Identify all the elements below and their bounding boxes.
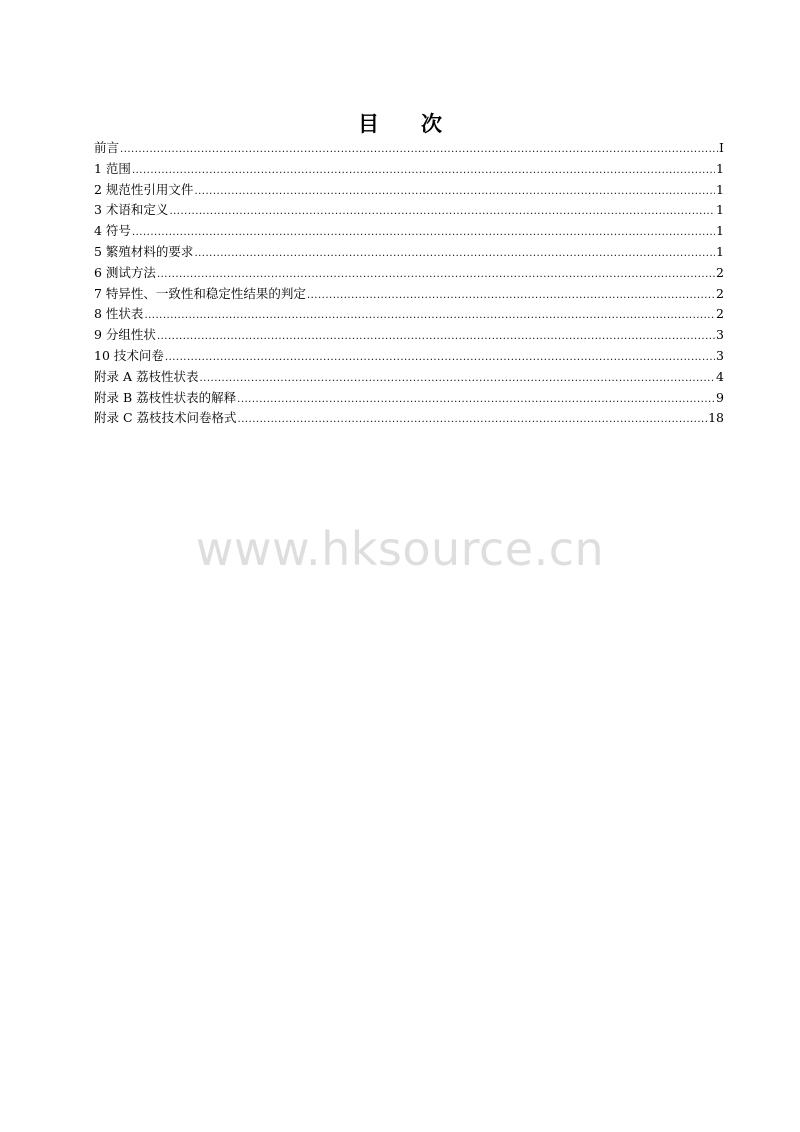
toc-entry-label: 附录 B 荔枝性状表的解释 [94,389,237,405]
toc-entry-page: 1 [716,181,724,197]
toc-entry-page: 18 [708,410,724,426]
toc-entry-label: 7 特异性、一致性和稳定性结果的判定 [94,285,306,301]
toc-entry-page: 9 [716,389,724,405]
toc-dot-leader [169,202,715,223]
toc-entry-label: 1 范围 [94,160,131,176]
toc-entry-normative-references[interactable] [94,180,724,201]
toc-entry-foreword[interactable] [94,138,724,159]
toc-dot-leader [194,244,715,265]
toc-entry-label: 6 测试方法 [94,264,156,280]
toc-entry-label: 3 术语和定义 [94,202,169,218]
toc-entry-label: 10 技术问卷 [94,347,164,363]
toc-dot-leader [307,286,715,307]
watermark: www.hksource.cn [195,522,605,576]
toc-entry-terms-definitions[interactable] [94,200,724,221]
toc-dot-leader [144,306,715,327]
toc-entry-annex-a[interactable] [94,367,724,388]
toc-entry-label: 附录 A 荔枝性状表 [94,368,199,384]
toc-dot-leader [157,327,715,348]
toc-entry-technical-questionnaire[interactable] [94,346,724,367]
toc-entry-page: 1 [716,223,724,239]
toc-dot-leader [132,223,715,244]
toc-entry-grouping-characteristics[interactable] [94,325,724,346]
toc-entry-characteristics-table[interactable] [94,304,724,325]
toc-dot-leader [237,390,715,411]
toc-entry-page: 1 [716,202,724,218]
toc-dot-leader [120,140,718,161]
toc-entry-page: 1 [716,160,724,176]
toc-entry-label: 4 符号 [94,223,131,239]
toc-entry-label: 2 规范性引用文件 [94,181,194,197]
toc-dot-leader [165,348,715,369]
toc-entry-dus-assessment[interactable] [94,284,724,305]
toc-entry-symbols[interactable] [94,221,724,242]
toc-entry-page: 1 [716,243,724,259]
toc-entry-page: 2 [716,285,724,301]
toc-entry-page: I [719,140,724,155]
toc-entry-page: 2 [716,264,724,280]
toc-entry-label: 5 繁殖材料的要求 [94,243,194,259]
toc-entry-test-methods[interactable] [94,263,724,284]
toc-dot-leader [157,265,715,286]
toc-dot-leader [132,161,715,182]
toc-entry-page: 2 [716,306,724,322]
toc-entry-scope[interactable] [94,159,724,180]
toc-entry-annex-c[interactable] [94,408,724,429]
toc-entry-page: 3 [716,327,724,343]
toc-dot-leader [199,369,715,390]
toc-entry-page: 3 [716,347,724,363]
toc-entry-label: 8 性状表 [94,306,144,322]
table-of-contents [94,138,724,429]
toc-entry-propagating-material[interactable] [94,242,724,263]
toc-entry-label: 附录 C 荔枝技术问卷格式 [94,410,237,426]
toc-entry-label: 9 分组性状 [94,327,156,343]
toc-entry-label: 前言 [94,140,120,155]
toc-entry-page: 4 [716,368,724,384]
toc-dot-leader [238,410,708,431]
toc-entry-annex-b[interactable] [94,388,724,409]
page-title: 目 次 [358,112,442,136]
toc-dot-leader [194,182,715,203]
